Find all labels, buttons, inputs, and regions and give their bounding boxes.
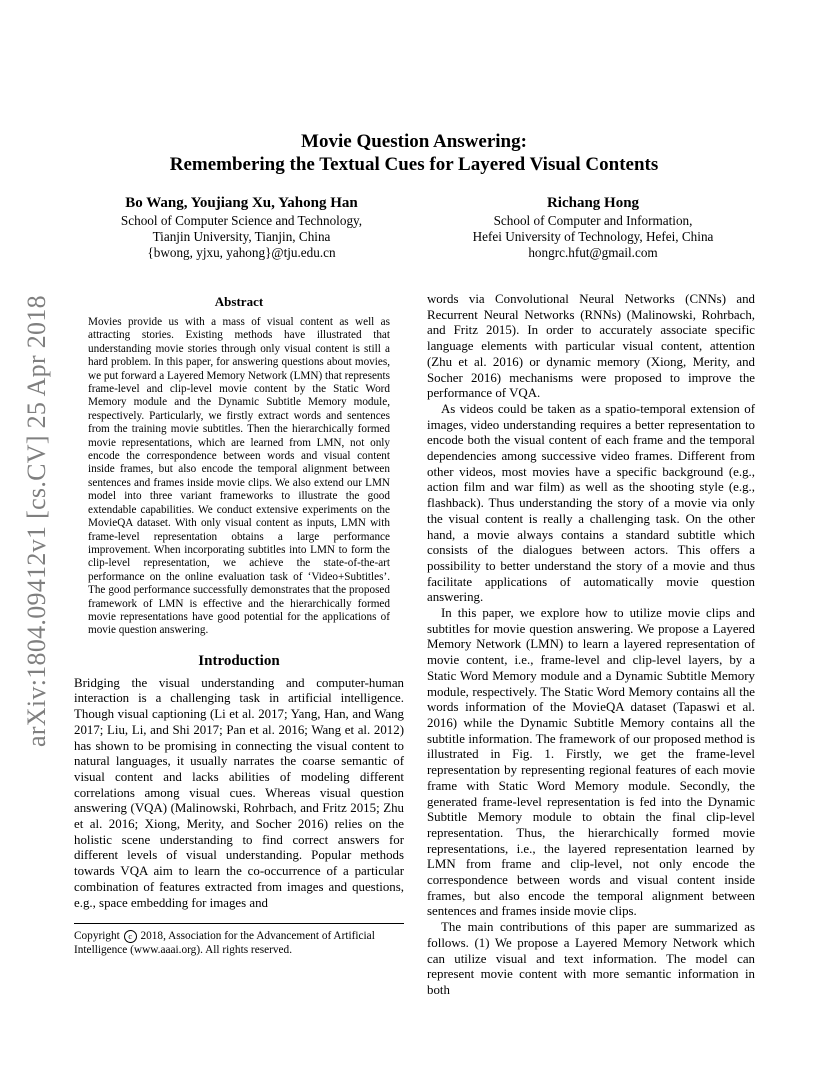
- intro-paragraph-continued: words via Convolutional Neural Networks (CNNs) and Recurrent Neural Networks (RNNs) (Malinowski, Rohrbach, and Fritz 2015). In order to accurately associate specific language elements with particular visual content, attention (Zhu et al. 2016) or dynamic memory (Xiong, Merity, and Socher 2016) mechanisms were proposed to improve the performance of VQA.: [427, 292, 755, 401]
- abstract-heading: Abstract: [214, 294, 264, 309]
- right-column: [427, 292, 755, 999]
- author-names: Richang Hong: [546, 195, 640, 211]
- title-line-1: Movie Question Answering:: [301, 131, 527, 152]
- author-affiliation-location: Tianjin University, Tianjin, China: [152, 229, 331, 244]
- copyright-footnote: [74, 923, 404, 957]
- intro-paragraph-2: As videos could be taken as a spatio-temporal extension of images, video understanding requires a better representation to encode both the visual content of each frame and the temporal dependencies among successive video frames. Different from other videos, most movies have a specific background (e.g., action film and war film) as well as the shooting style (e.g., flashback). Thus understanding the story of a movie via only the visual content is really a challenging task. On the other hand, a movie always contains a standard subtitle which consists of the dialogues between actors. This offers a possibility to better understand the story of a movie and thus facilitate applications of automatically movie question answering.: [427, 401, 755, 605]
- intro-paragraph-3: In this paper, we explore how to utilize movie clips and subtitles for movie question answering. We propose a Layered Memory Network (LMN) to learn a layered representation of movie content, i.e., frame-level and clip-level layers, by a Static Word Memory module and a Dynamic Subtitle Memory module, respectively. The Static Word Memory contains all the words information of the MovieQA dataset (Tapaswi et al. 2016) while the Dynamic Subtitle Memory contains all the subtitle information. The framework of our proposed method is illustrated in Fig. 1. Firstly, we get the frame-level representation by representing regional features of each movie frame with Static Word Memory module. Secondly, the generated frame-level representation is fed into the Dynamic Subtitle Memory module to obtain the final clip-level representation. Thus, the hierarchically formed movie representations, i.e., the layered representation learned by LMN from frame and clip-level, not only encode the correspondence between words and visual content inside frames, but also encode the temporal alignment between sentences and frames inside movie clips.: [427, 606, 755, 919]
- copyright-line-2: Intelligence (www.aaai.org). All rights reserved.: [74, 944, 293, 956]
- arxiv-identifier: arXiv:1804.09412v1 [cs.CV] 25 Apr 2018: [22, 295, 51, 747]
- left-column: [74, 294, 404, 911]
- author-affiliation: School of Computer and Information,: [493, 213, 693, 228]
- introduction-heading: Introduction: [198, 652, 280, 669]
- copyright-icon: c: [124, 930, 137, 943]
- author-block-hefei: [425, 193, 761, 261]
- author-affiliation-location: Hefei University of Technology, Hefei, China: [472, 229, 714, 244]
- title-line-2: Remembering the Textual Cues for Layered Visual Contents: [169, 154, 659, 175]
- intro-paragraph-4: The main contributions of this paper are summarized as follows. (1) We propose a Layered Memory Network which can utilize visual and text information. The model can represent movie content with more semantic information in both: [427, 920, 755, 997]
- paper-title: [74, 130, 754, 176]
- copyright-prefix: Copyright: [74, 930, 120, 942]
- abstract-text: Movies provide us with a mass of visual content as well as attracting stories. Existing methods have illustrated that understanding movie stories through only visual content is still a hard problem. In this paper, for answering questions about movies, we put forward a Layered Memory Network (LMN) that represents frame-level and clip-level movie content by the Static Word Memory module and the Dynamic Subtitle Memory module, respectively. Particularly, we firstly extract words and sentences from the training movie subtitles. Then the hierarchically formed movie representations, which are learned from LMN, not only encode the correspondence between words and visual content inside frames, but also encode the temporal alignment between sentences and frames inside movie clips. We also extend our LMN model into three variant frameworks to illustrate the good extendable capabilities. We conduct extensive experiments on the MovieQA dataset. With only visual content as inputs, LMN with frame-level representation obtains a large performance improvement. When incorporating subtitles into LMN to form the clip-level representation, we achieve the state-of-the-art performance on the online evaluation task of ‘Video+Subtitles’. The good performance successfully demonstrates that the proposed framework of LMN is effective and the hierarchically formed movie representations have good potential for the applications of movie question answering.: [88, 316, 390, 637]
- author-email: hongrc.hfut@gmail.com: [528, 245, 658, 260]
- author-email: {bwong, yjxu, yahong}@tju.edu.cn: [147, 245, 336, 260]
- intro-paragraph-1: Bridging the visual understanding and computer-human interaction is a challenging task in artificial intelligence. Though visual captioning (Li et al. 2017; Yang, Han, and Wang 2017; Liu, Li, and Shi 2017; Pan et al. 2016; Wang et al. 2012) has shown to be promising in connecting the visual content to natural languages, it usually narrates the coarse semantic of visual content and lacks abilities of modeling different correlations among visual cues. Whereas visual question answering (VQA) (Malinowski, Rohrbach, and Fritz 2015; Zhu et al. 2016; Xiong, Merity, and Socher 2016) relies on the holistic scene understanding to find correct answers for different levels of visual understanding. Popular methods towards VQA aim to learn the co-occurrence of a particular combination of features extracted from images and questions, e.g., space embedding for images and: [74, 675, 404, 910]
- author-names: Bo Wang, Youjiang Xu, Yahong Han: [125, 195, 358, 211]
- copyright-text: 2018, Association for the Advancement of Artificial: [140, 930, 375, 942]
- author-block-tianjin: [74, 193, 409, 261]
- author-affiliation: School of Computer Science and Technology,: [120, 213, 363, 228]
- copyright-line-1: [74, 929, 404, 943]
